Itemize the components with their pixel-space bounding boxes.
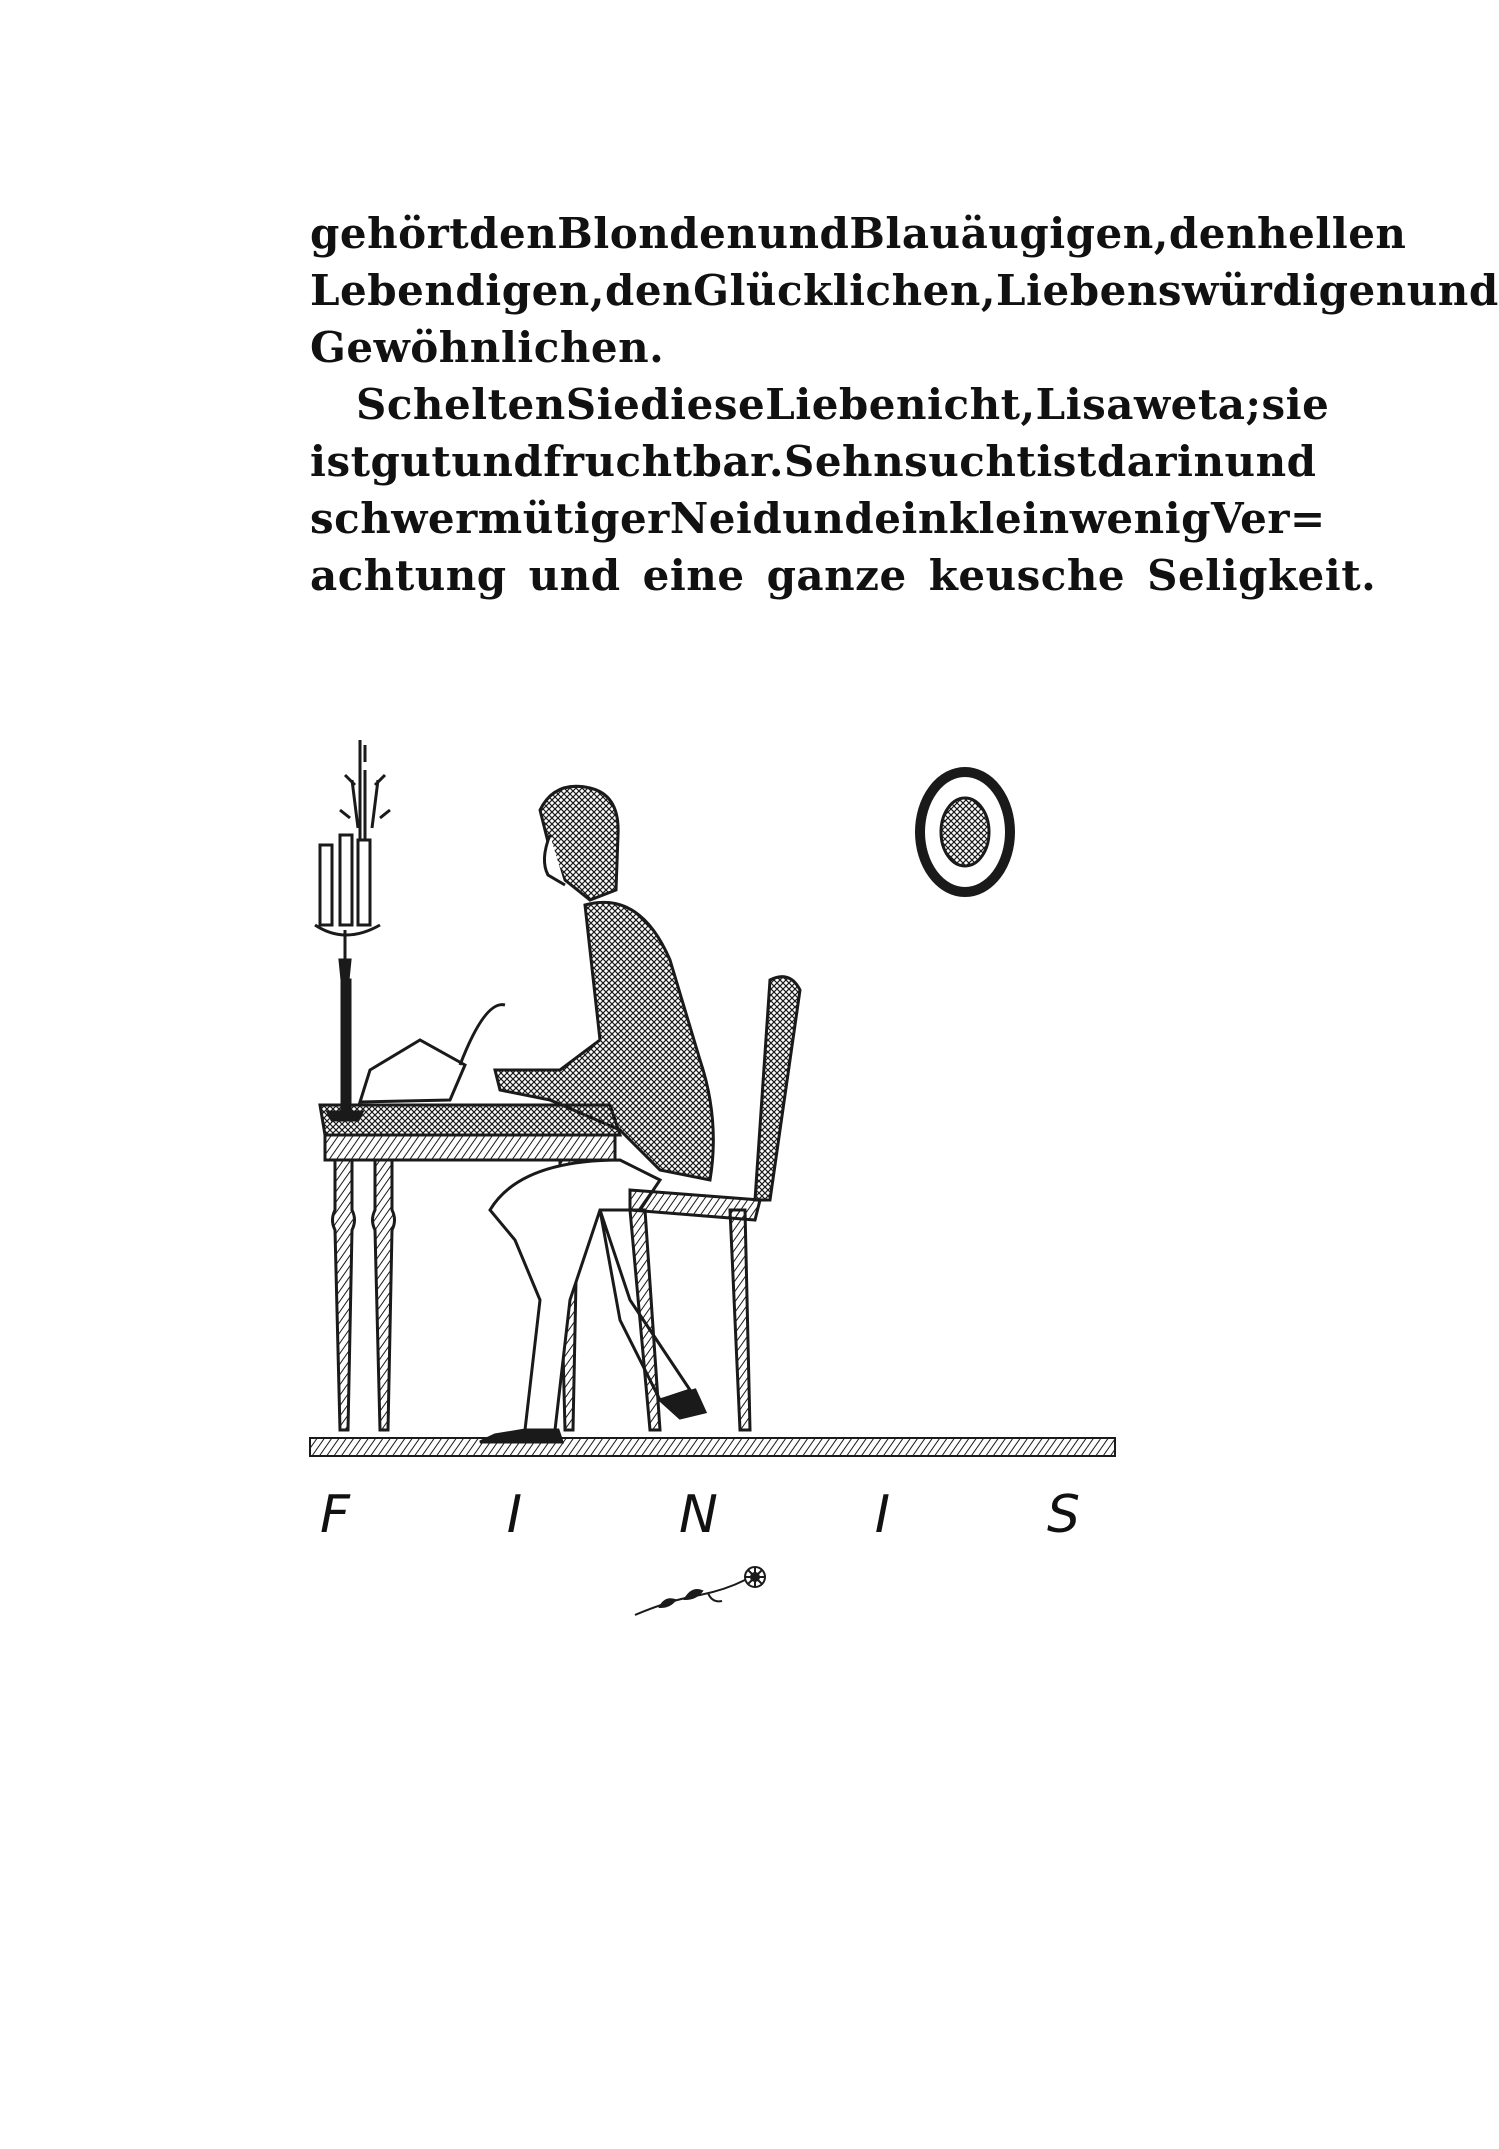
word: ein [874, 494, 949, 543]
word: Lebendigen, [310, 266, 605, 315]
word: Schelten [356, 380, 566, 429]
floor-rug [310, 1438, 1115, 1456]
word: Lisaweta; [1035, 380, 1262, 429]
word: ganze [766, 551, 907, 600]
word: achtung [310, 551, 507, 600]
word: und [528, 551, 621, 600]
paragraph2-line-1 [310, 376, 1330, 433]
text-block [310, 205, 1499, 604]
word: und [1224, 437, 1317, 486]
word: gehört [310, 209, 470, 258]
finis-letter: I [506, 1485, 523, 1545]
word: und [1406, 266, 1499, 315]
finis-lettering [320, 1480, 1080, 1550]
word: gut [370, 437, 452, 486]
finis-letter: S [1046, 1485, 1080, 1545]
word: hellen [1257, 209, 1407, 258]
candelabra [315, 740, 390, 1120]
paragraph1-line-2 [310, 262, 1499, 319]
flower-vignette [630, 1555, 790, 1625]
word: schwermütiger [310, 494, 670, 543]
finis-letter: F [320, 1485, 350, 1545]
paragraph1-line-1 [310, 205, 1407, 262]
paragraph1-line-3 [310, 319, 1120, 376]
word: klein [948, 494, 1070, 543]
word: Sehnsucht [784, 437, 1037, 486]
word: und [757, 209, 850, 258]
word: Neid [669, 494, 783, 543]
word: und [451, 437, 544, 486]
paragraph2-line-4 [310, 547, 1377, 604]
finis-letter: N [678, 1485, 718, 1545]
word: Liebe [765, 380, 897, 429]
finis-letter: I [874, 1485, 891, 1545]
word: ist [1036, 437, 1097, 486]
word: Liebenswürdigen [996, 266, 1407, 315]
man-writing-illustration [300, 740, 1130, 1500]
word: Seligkeit. [1147, 551, 1377, 600]
paragraph2-line-2 [310, 433, 1317, 490]
word: fruchtbar. [543, 437, 784, 486]
word: keusche [928, 551, 1126, 600]
word: sie [1261, 380, 1330, 429]
word: Blonden [557, 209, 758, 258]
word: wenig [1069, 494, 1211, 543]
word: und [782, 494, 875, 543]
word: Blauäugigen, [849, 209, 1169, 258]
word: Glücklichen, [693, 266, 997, 315]
word: nicht, [896, 380, 1036, 429]
word: Gewöhnlichen. [310, 323, 665, 372]
word: Sie [565, 380, 641, 429]
word: ist [310, 437, 371, 486]
word: den [469, 209, 558, 258]
word: darin [1096, 437, 1225, 486]
word: Ver= [1210, 494, 1326, 543]
word: den [604, 266, 694, 315]
oval-portrait [920, 772, 1010, 892]
word: den [1168, 209, 1258, 258]
paragraph2-line-3 [310, 490, 1326, 547]
word: eine [642, 551, 745, 600]
word: diese [640, 380, 766, 429]
